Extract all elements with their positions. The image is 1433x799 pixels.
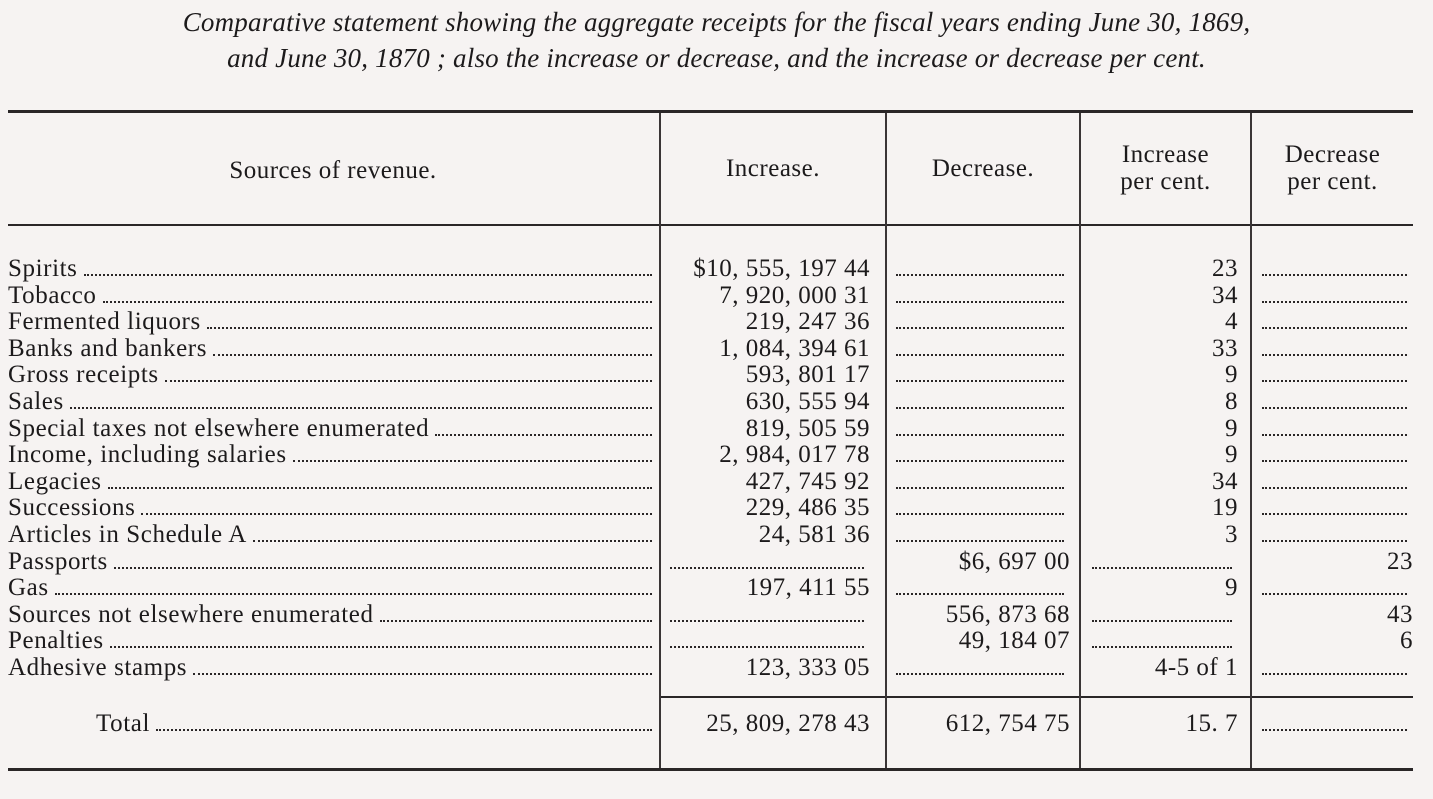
dot-leader — [114, 549, 652, 569]
source-label: Penalties — [8, 628, 104, 654]
source-cell — [8, 549, 656, 575]
decrease-pct-cell — [1256, 522, 1413, 548]
dot-leader — [1262, 256, 1407, 276]
dot-leader — [670, 713, 700, 731]
bottom-rule — [8, 768, 1413, 771]
table-row — [0, 309, 1433, 335]
source-label: Sales — [8, 389, 64, 415]
table-row — [0, 575, 1433, 601]
decrease-value: 612, 754 75 — [945, 711, 1070, 737]
decrease-cell — [890, 389, 1070, 415]
decrease-cell — [890, 495, 1070, 521]
dot-leader — [896, 604, 940, 622]
decrease-pct-cell — [1256, 655, 1413, 681]
increase-cell — [664, 655, 870, 681]
increase-cell — [664, 256, 870, 282]
table-row — [0, 283, 1433, 309]
dot-leader — [213, 336, 652, 356]
header-decrease-pct-line1: Decrease — [1284, 141, 1381, 168]
table-row — [0, 469, 1433, 495]
dot-leader — [670, 497, 740, 515]
top-rule — [8, 110, 1413, 113]
increase-pct-cell — [1086, 283, 1238, 309]
increase-pct-value: 9 — [1225, 575, 1238, 601]
title-line-2: and June 30, 1870 ; also the increase or decrease, and the increase or decrease per cent. — [227, 43, 1206, 73]
decrease-cell — [890, 309, 1070, 335]
dot-leader — [1092, 338, 1206, 356]
decrease-cell — [890, 628, 1070, 654]
dot-leader — [156, 711, 652, 731]
increase-value: 427, 745 92 — [745, 469, 870, 495]
decrease-pct-cell — [1256, 549, 1413, 575]
dot-leader — [1092, 258, 1206, 276]
source-cell — [8, 362, 656, 388]
increase-value: 25, 809, 278 43 — [706, 711, 870, 737]
increase-cell — [664, 442, 870, 468]
dot-leader — [110, 628, 652, 648]
dot-leader — [896, 713, 940, 731]
decrease-pct-cell — [1256, 442, 1413, 468]
increase-value: 123, 333 05 — [745, 655, 870, 681]
dot-leader — [1092, 497, 1206, 515]
increase-pct-cell — [1086, 602, 1238, 628]
dot-leader — [670, 364, 740, 382]
decrease-cell — [890, 575, 1070, 601]
increase-value: 819, 505 59 — [745, 416, 870, 442]
increase-pct-cell — [1086, 416, 1238, 442]
increase-pct-value: 8 — [1225, 389, 1238, 415]
increase-pct-value: 19 — [1212, 495, 1238, 521]
dot-leader — [670, 628, 864, 648]
increase-pct-cell — [1086, 336, 1238, 362]
source-cell — [8, 602, 656, 628]
header-rule — [8, 224, 1413, 226]
header-increase-pct-line2: per cent. — [1120, 168, 1211, 195]
source-label: Articles in Schedule A — [8, 522, 247, 548]
dot-leader — [896, 522, 1064, 542]
source-cell — [8, 389, 656, 415]
dot-leader — [670, 258, 687, 276]
dot-leader — [1262, 711, 1407, 731]
decrease-pct-cell — [1256, 495, 1413, 521]
source-cell — [8, 628, 656, 654]
dot-leader — [1262, 362, 1407, 382]
table-row — [0, 389, 1433, 415]
source-label: Gas — [8, 575, 49, 601]
dot-leader — [253, 522, 652, 542]
dot-leader — [1262, 495, 1407, 515]
source-cell — [8, 655, 656, 681]
increase-cell — [664, 495, 870, 521]
increase-pct-cell — [1086, 256, 1238, 282]
increase-pct-cell — [1086, 549, 1238, 575]
increase-cell — [664, 549, 870, 575]
dot-leader — [1092, 391, 1219, 409]
decrease-pct-cell — [1256, 469, 1413, 495]
increase-pct-cell — [1086, 469, 1238, 495]
dot-leader — [1262, 604, 1381, 622]
dot-leader — [1092, 285, 1206, 303]
dot-leader — [896, 336, 1064, 356]
increase-cell — [664, 336, 870, 362]
increase-pct-cell — [1086, 628, 1238, 654]
dot-leader — [670, 311, 740, 329]
source-label: Successions — [8, 495, 136, 521]
increase-cell — [664, 416, 870, 442]
decrease-cell — [890, 283, 1070, 309]
increase-cell — [664, 283, 870, 309]
increase-cell — [664, 362, 870, 388]
dot-leader — [1092, 471, 1206, 489]
dot-leader — [55, 575, 652, 595]
increase-pct-cell — [1086, 309, 1238, 335]
dot-leader — [435, 416, 652, 436]
source-label: Adhesive stamps — [8, 655, 188, 681]
source-cell — [8, 309, 656, 335]
dot-leader — [1092, 602, 1232, 622]
source-cell — [8, 442, 656, 468]
decrease-pct-cell — [1256, 389, 1413, 415]
increase-value: 1, 084, 394 61 — [719, 336, 870, 362]
increase-cell — [664, 602, 870, 628]
dot-leader — [1262, 336, 1407, 356]
source-label: Spirits — [8, 256, 78, 282]
dot-leader — [1092, 713, 1180, 731]
source-cell — [8, 256, 656, 282]
source-label: Income, including salaries — [8, 442, 287, 468]
increase-pct-value: 9 — [1225, 442, 1238, 468]
dot-leader — [896, 495, 1064, 515]
increase-cell — [664, 389, 870, 415]
increase-pct-cell — [1086, 442, 1238, 468]
decrease-pct-cell — [1256, 283, 1413, 309]
dot-leader — [670, 418, 740, 436]
table-row — [0, 655, 1433, 681]
increase-pct-cell — [1086, 575, 1238, 601]
dot-leader — [670, 285, 713, 303]
source-cell — [8, 469, 656, 495]
decrease-pct-cell — [1256, 336, 1413, 362]
source-cell — [8, 575, 656, 601]
decrease-pct-cell — [1256, 309, 1413, 335]
increase-value: 219, 247 36 — [745, 309, 870, 335]
header-increase-pct-line1: Increase — [1121, 141, 1210, 168]
increase-value: 593, 801 17 — [745, 362, 870, 388]
header-decrease-pct — [1252, 141, 1413, 195]
dot-leader — [1262, 309, 1407, 329]
increase-value: 197, 411 55 — [746, 575, 870, 601]
table-row — [0, 336, 1433, 362]
decrease-pct-value: 43 — [1387, 602, 1413, 628]
header-decrease-pct-line2: per cent. — [1287, 168, 1378, 195]
dot-leader — [896, 283, 1064, 303]
dot-leader — [670, 444, 713, 462]
decrease-cell — [890, 416, 1070, 442]
decrease-pct-cell — [1256, 575, 1413, 601]
dot-leader — [207, 309, 652, 329]
source-cell — [8, 336, 656, 362]
dot-leader — [1092, 577, 1219, 595]
dot-leader — [1092, 628, 1232, 648]
table-title — [0, 4, 1433, 76]
title-line-1: Comparative statement showing the aggregate receipts for the fiscal years ending June 30, 1869, — [182, 7, 1251, 37]
table-row — [0, 442, 1433, 468]
dot-leader — [1262, 655, 1407, 675]
increase-pct-cell — [1086, 495, 1238, 521]
increase-pct-cell — [1086, 362, 1238, 388]
increase-cell — [664, 575, 870, 601]
increase-pct-value: 33 — [1212, 336, 1238, 362]
decrease-cell — [890, 442, 1070, 468]
source-cell — [8, 711, 656, 737]
decrease-pct-cell — [1256, 256, 1413, 282]
increase-cell — [664, 711, 870, 737]
decrease-cell — [890, 602, 1070, 628]
dot-leader — [1092, 549, 1232, 569]
decrease-cell — [890, 522, 1070, 548]
dot-leader — [896, 309, 1064, 329]
dot-leader — [670, 657, 740, 675]
dot-leader — [84, 256, 653, 276]
increase-value: 2, 984, 017 78 — [719, 442, 870, 468]
increase-pct-value: 9 — [1225, 362, 1238, 388]
decrease-cell — [890, 256, 1070, 282]
decrease-pct-value: 6 — [1400, 628, 1413, 654]
dot-leader — [1092, 364, 1219, 382]
total-rule — [660, 696, 1413, 698]
source-cell — [8, 416, 656, 442]
increase-value: 7, 920, 000 31 — [719, 283, 870, 309]
decrease-pct-value: 23 — [1387, 549, 1413, 575]
dot-leader — [1092, 418, 1219, 436]
total-row — [0, 711, 1433, 737]
increase-value: 630, 555 94 — [745, 389, 870, 415]
dot-leader — [896, 630, 953, 648]
table-row — [0, 522, 1433, 548]
dot-leader — [670, 391, 740, 409]
dot-leader — [1262, 551, 1381, 569]
header-decrease: Decrease. — [931, 155, 1035, 182]
increase-pct-value: 23 — [1212, 256, 1238, 282]
dot-leader — [1262, 389, 1407, 409]
increase-value: 229, 486 35 — [745, 495, 870, 521]
increase-cell — [664, 309, 870, 335]
source-label: Special taxes not elsewhere enumerated — [8, 416, 430, 442]
increase-cell — [664, 469, 870, 495]
source-cell — [8, 283, 656, 309]
dot-leader — [670, 471, 740, 489]
increase-pct-value: 9 — [1225, 416, 1238, 442]
decrease-cell — [890, 655, 1070, 681]
source-label: Banks and bankers — [8, 336, 208, 362]
dot-leader — [1262, 575, 1407, 595]
dot-leader — [896, 362, 1064, 382]
dot-leader — [1092, 311, 1219, 329]
dot-leader — [1262, 416, 1407, 436]
increase-pct-cell — [1086, 389, 1238, 415]
dot-leader — [670, 524, 753, 542]
dot-leader — [896, 416, 1064, 436]
table-row — [0, 602, 1433, 628]
decrease-cell — [890, 362, 1070, 388]
source-label: Total — [96, 711, 151, 737]
dot-leader — [1092, 657, 1149, 675]
header-increase: Increase. — [725, 155, 820, 182]
decrease-value: 49, 184 07 — [958, 628, 1070, 654]
source-label: Fermented liquors — [8, 309, 201, 335]
source-cell — [8, 522, 656, 548]
header-increase-pct — [1081, 141, 1250, 195]
dot-leader — [108, 469, 652, 489]
decrease-pct-cell — [1256, 711, 1413, 737]
decrease-value: 556, 873 68 — [945, 602, 1070, 628]
increase-pct-cell — [1086, 655, 1238, 681]
decrease-cell — [890, 469, 1070, 495]
source-label: Tobacco — [8, 283, 97, 309]
source-label: Passports — [8, 549, 108, 575]
table-row — [0, 549, 1433, 575]
header-source: Sources of revenue. — [229, 157, 437, 184]
dot-leader — [103, 283, 652, 303]
dot-leader — [70, 389, 652, 409]
increase-pct-value: 34 — [1212, 283, 1238, 309]
source-label: Gross receipts — [8, 362, 159, 388]
table-row — [0, 256, 1433, 282]
decrease-cell — [890, 336, 1070, 362]
increase-pct-value: 3 — [1225, 522, 1238, 548]
increase-value: $10, 555, 197 44 — [693, 256, 870, 282]
increase-pct-cell — [1086, 711, 1238, 737]
dot-leader — [1262, 469, 1407, 489]
increase-pct-value: 15. 7 — [1185, 711, 1238, 737]
table-row — [0, 628, 1433, 654]
increase-pct-value: 34 — [1212, 469, 1238, 495]
dot-leader — [380, 602, 652, 622]
dot-leader — [670, 549, 864, 569]
decrease-pct-cell — [1256, 416, 1413, 442]
dot-leader — [1092, 524, 1219, 542]
dot-leader — [896, 389, 1064, 409]
dot-leader — [670, 577, 741, 595]
dot-leader — [896, 551, 953, 569]
increase-pct-cell — [1086, 522, 1238, 548]
decrease-pct-cell — [1256, 602, 1413, 628]
increase-cell — [664, 522, 870, 548]
dot-leader — [1262, 630, 1394, 648]
dot-leader — [141, 495, 652, 515]
dot-leader — [1262, 522, 1407, 542]
dot-leader — [896, 575, 1064, 595]
source-cell — [8, 495, 656, 521]
dot-leader — [670, 602, 864, 622]
dot-leader — [1092, 444, 1219, 462]
increase-value: 24, 581 36 — [758, 522, 870, 548]
source-label: Legacies — [8, 469, 102, 495]
dot-leader — [670, 338, 713, 356]
decrease-pct-cell — [1256, 628, 1413, 654]
increase-pct-value: 4 — [1225, 309, 1238, 335]
decrease-cell — [890, 549, 1070, 575]
dot-leader — [293, 442, 652, 462]
table-row — [0, 495, 1433, 521]
dot-leader — [193, 655, 652, 675]
dot-leader — [896, 469, 1064, 489]
dot-leader — [1262, 283, 1407, 303]
increase-cell — [664, 628, 870, 654]
dot-leader — [896, 655, 1064, 675]
source-label: Sources not elsewhere enumerated — [8, 602, 374, 628]
table-row — [0, 362, 1433, 388]
decrease-cell — [890, 711, 1070, 737]
decrease-pct-cell — [1256, 362, 1413, 388]
table-row — [0, 416, 1433, 442]
dot-leader — [896, 442, 1064, 462]
dot-leader — [1262, 442, 1407, 462]
dot-leader — [896, 256, 1064, 276]
dot-leader — [165, 362, 652, 382]
decrease-value: $6, 697 00 — [958, 549, 1070, 575]
increase-pct-value: 4-5 of 1 — [1154, 655, 1238, 681]
